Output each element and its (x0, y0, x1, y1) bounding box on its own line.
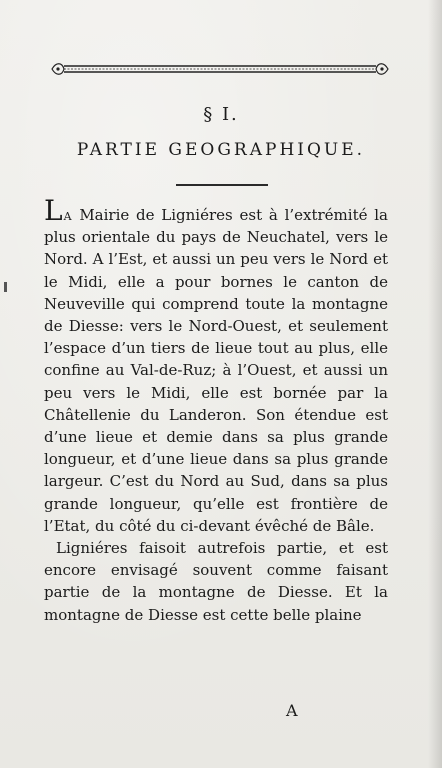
paragraph-1-text: Mairie de Ligniéres est à l’extrémité la plus orientale du pays de Neuchatel, vers le Nord. A l’Est, et aussi un peu vers le Nord et le Midi, elle a pour bornes le canton de Neuveville qui comprend toute la montagne de Diesse: vers le Nord-Ouest, et seulement l’espace d’un tiers de lieue tout au plus, elle confine au Val-de-Ruz; à l’Ouest, et aussi un peu vers le Midi, elle est bornée par la Châtellenie du Landeron. Son étendue est d’une lieue et demie dans sa plus grande longueur, et d’une lieue dans sa plus grande largeur. C’est du Nord au Sud, dans sa plus grande longueur, qu’elle est frontière de l’Etat, du côté du ci-devant évêché de Bâle. (44, 206, 388, 535)
paragraph-1 (44, 194, 388, 537)
section-title: PARTIE GEOGRAPHIQUE. (76, 140, 366, 160)
margin-mark (4, 282, 7, 292)
catchword: A (286, 701, 298, 720)
first-word-rest: a (63, 206, 73, 224)
section-number: § I. (203, 104, 239, 125)
initial-letter: L (44, 194, 64, 227)
title-rule (176, 184, 268, 186)
paragraph-2: Ligniéres faisoit autrefois partie, et est encore envisagé souvent comme faisant partie de la montagne de Diesse. Et la montagne de Diesse est cette belle plaine (44, 539, 388, 624)
body-text (44, 194, 388, 626)
header-ornament-rule (50, 60, 390, 78)
